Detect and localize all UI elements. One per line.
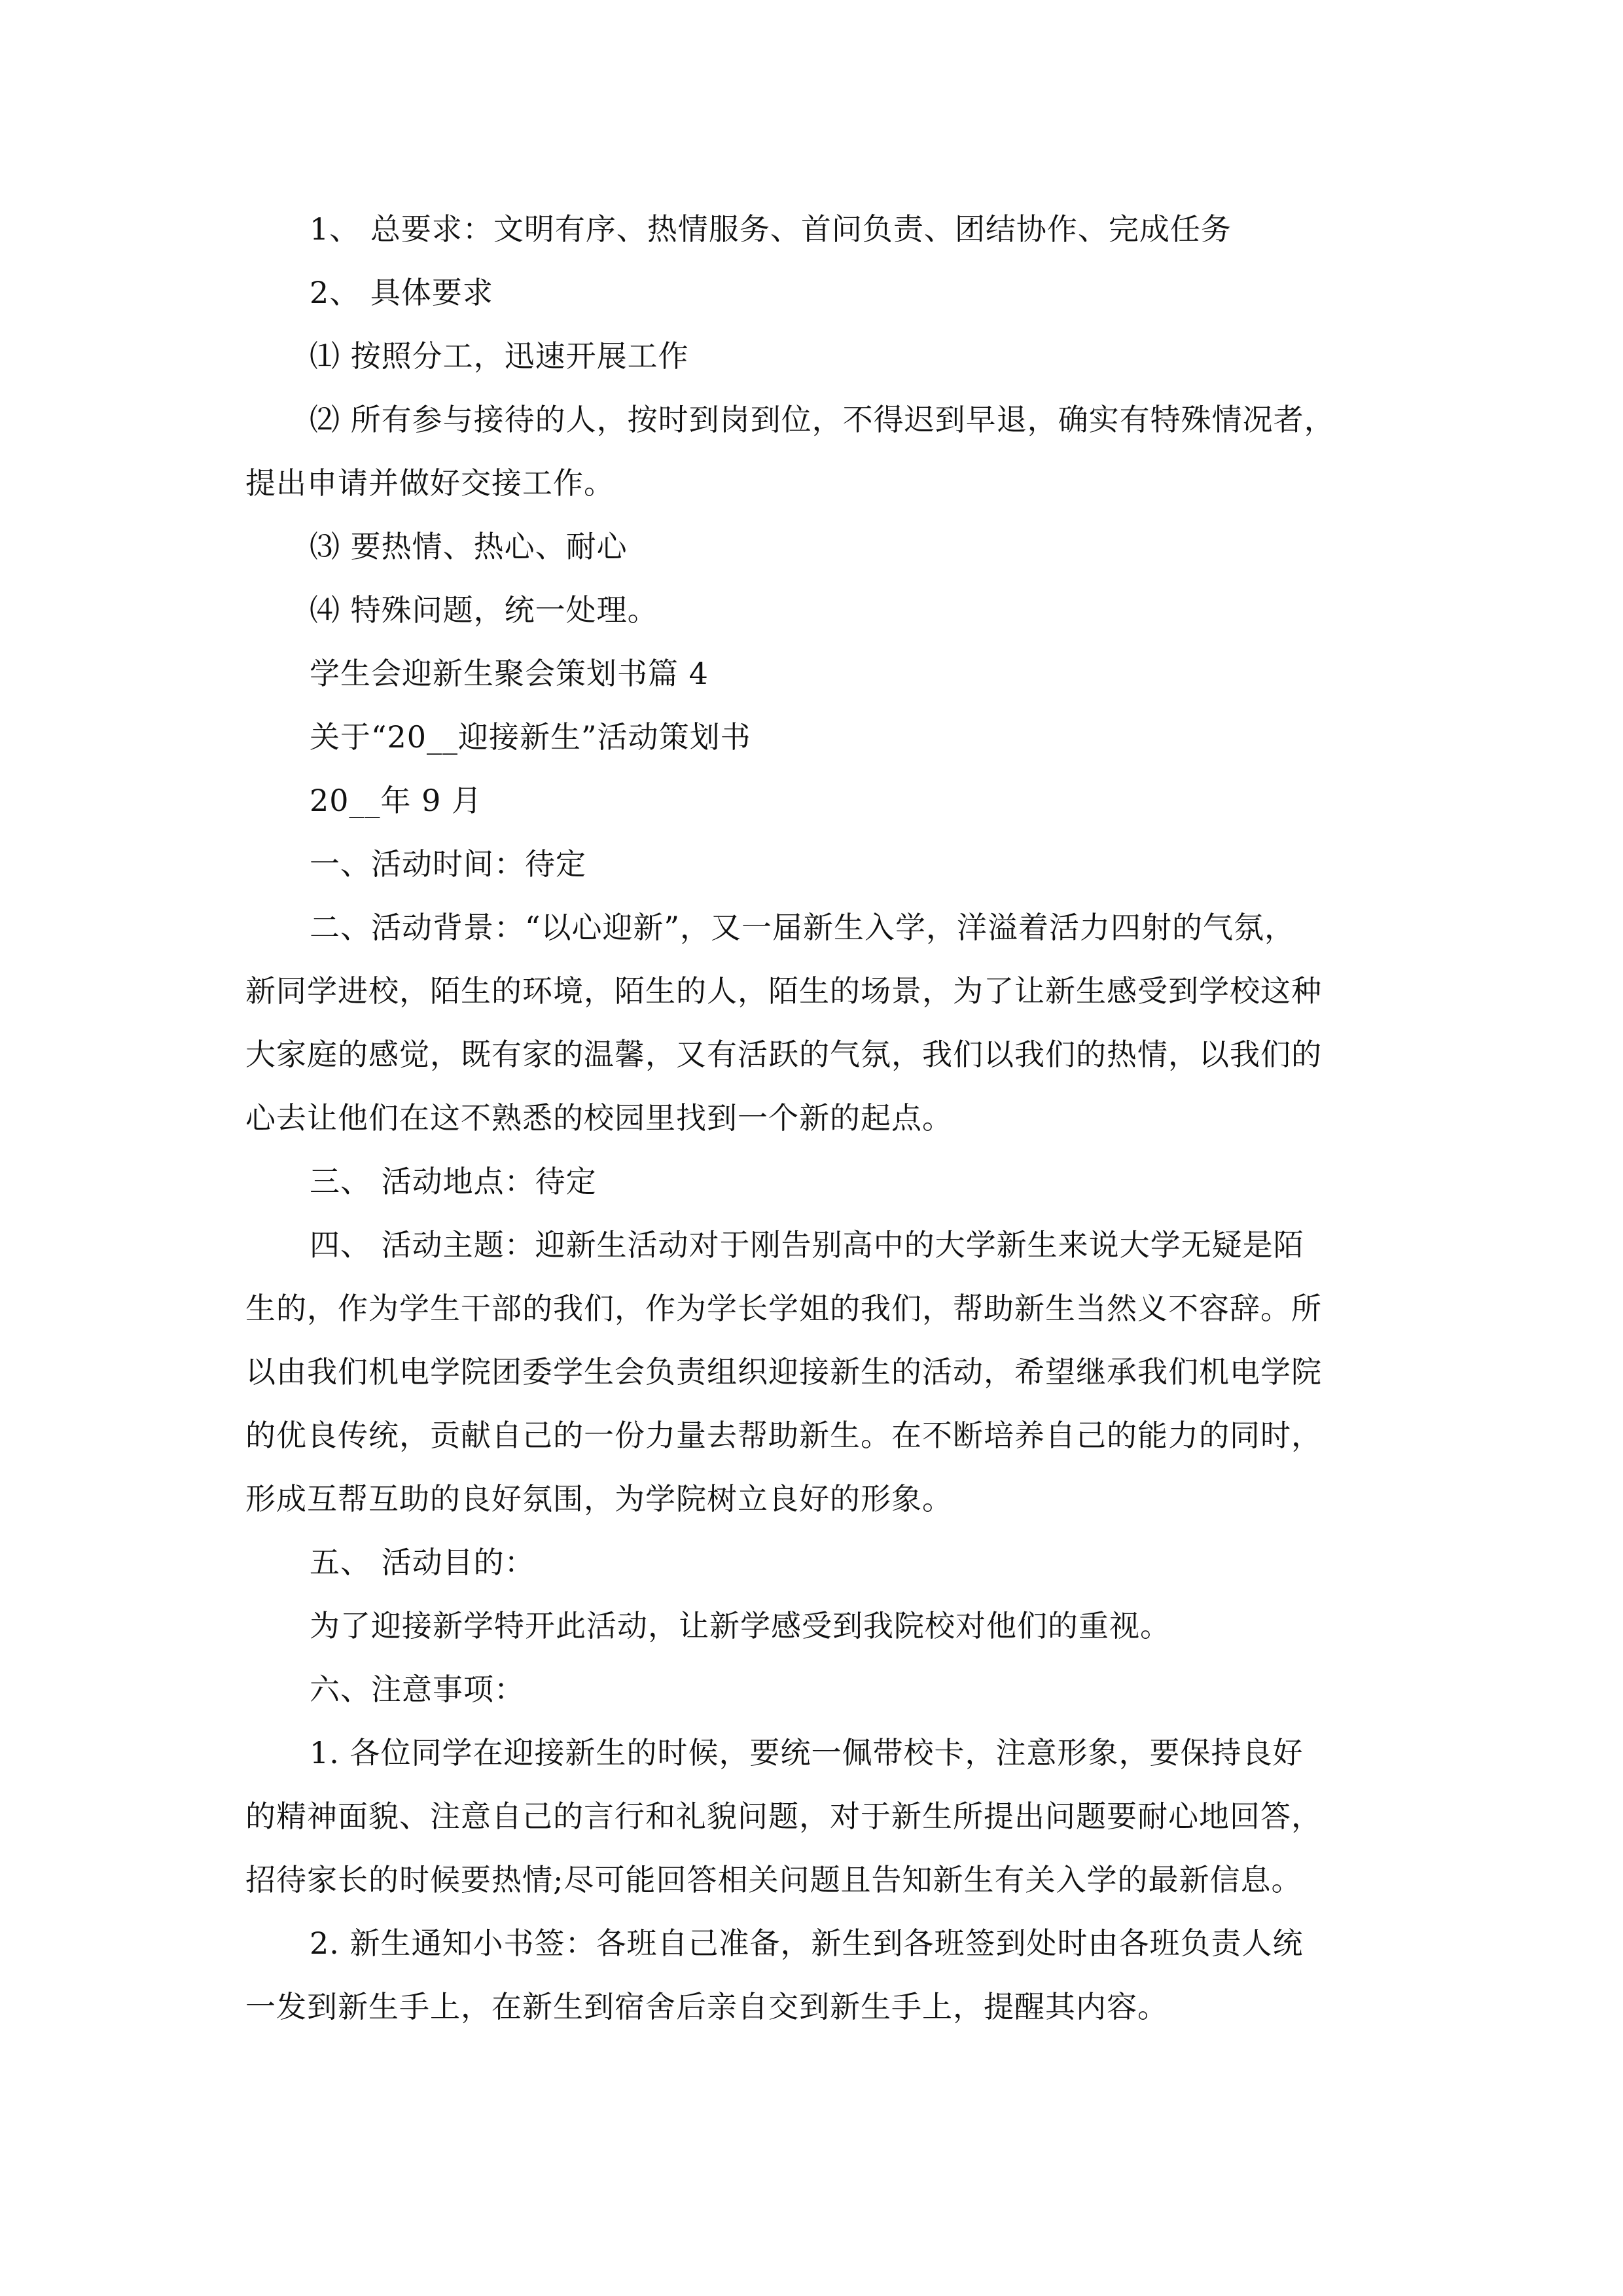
note-1-cont-1: 的精神面貌、注意自己的言行和礼貌问题，对于新生所提出问题要耐心地回答，: [245, 1799, 1322, 1834]
activity-background-cont-2: 大家庭的感觉，既有家的温馨，又有活跃的气氛，我们以我们的热情，以我们的: [245, 1037, 1322, 1072]
note-2-cont: 一发到新生手上，在新生到宿舍后亲自交到新生手上，提醒其内容。: [245, 1989, 1168, 2024]
requirement-item-2: ⑵ 所有参与接待的人，按时到岗到位，不得迟到早退，确实有特殊情况者，: [310, 402, 1335, 437]
section-title: 学生会迎新生聚会策划书篇 4: [310, 656, 709, 691]
note-1-cont-2: 招待家长的时候要热情;尽可能回答相关问题且告知新生有关入学的最新信息。: [245, 1862, 1302, 1897]
activity-theme-cont-4: 形成互帮互助的良好氛围，为学院树立良好的形象。: [245, 1481, 953, 1516]
activity-background-cont-3: 心去让他们在这不熟悉的校园里找到一个新的起点。: [245, 1100, 953, 1136]
requirement-item-3: ⑶ 要热情、热心、耐心: [310, 529, 628, 564]
activity-time: 一、活动时间：待定: [310, 846, 586, 882]
activity-location: 三、 活动地点：待定: [310, 1164, 597, 1199]
plan-date: 20__年 9 月: [310, 783, 483, 818]
activity-theme-cont-3: 的优良传统，贡献自己的一份力量去帮助新生。在不断培养自己的能力的同时，: [245, 1418, 1322, 1453]
requirement-item-2-cont: 提出申请并做好交接工作。: [245, 465, 615, 501]
requirement-specific-heading: 2、 具体要求: [310, 275, 493, 310]
plan-title: 关于“20__迎接新生”活动策划书: [310, 719, 751, 755]
requirement-item-1: ⑴ 按照分工，迅速开展工作: [310, 338, 689, 374]
requirement-general: 1、 总要求：文明有序、热情服务、首问负责、团结协作、完成任务: [310, 211, 1232, 247]
note-2: 2. 新生通知小书签：各班自己准备，新生到各班签到处时由各班负责人统: [310, 1926, 1304, 1961]
activity-theme: 四、 活动主题：迎新生活动对于刚告别高中的大学新生来说大学无疑是陌: [310, 1227, 1304, 1263]
activity-theme-cont-2: 以由我们机电学院团委学生会负责组织迎接新生的活动，希望继承我们机电学院: [245, 1354, 1322, 1390]
note-1: 1. 各位同学在迎接新生的时候，要统一佩带校卡，注意形象，要保持良好: [310, 1735, 1304, 1770]
activity-purpose-heading: 五、 活动目的：: [310, 1545, 535, 1580]
requirement-item-4: ⑷ 特殊问题，统一处理。: [310, 592, 658, 628]
activity-background-cont-1: 新同学进校，陌生的环境，陌生的人，陌生的场景，为了让新生感受到学校这种: [245, 973, 1322, 1009]
notes-heading: 六、注意事项：: [310, 1672, 525, 1707]
activity-background: 二、活动背景：“以心迎新”，又一届新生入学，洋溢着活力四射的气氛，: [310, 910, 1296, 945]
activity-theme-cont-1: 生的，作为学生干部的我们，作为学长学姐的我们，帮助新生当然义不容辞。所: [245, 1291, 1322, 1326]
activity-purpose: 为了迎接新学特开此活动，让新学感受到我院校对他们的重视。: [310, 1608, 1171, 1643]
